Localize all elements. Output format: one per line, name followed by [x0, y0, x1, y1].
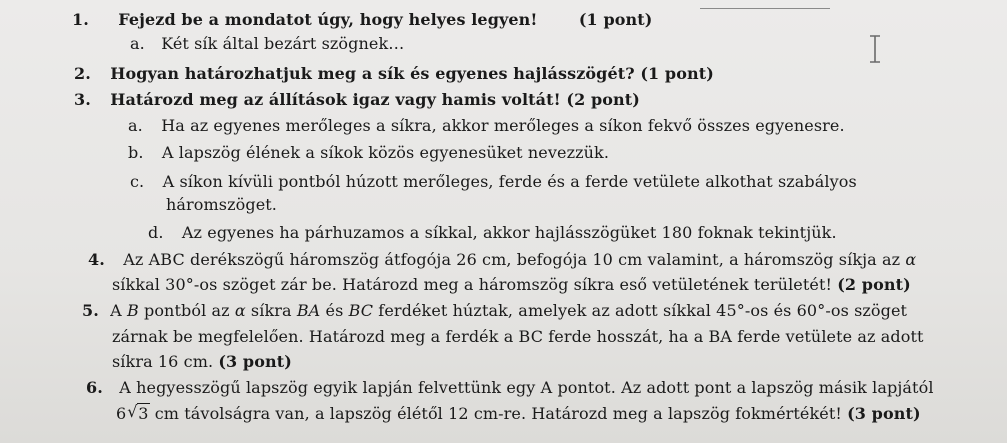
q6-line-1: A hegyesszögű lapszög egyik lapján felvettünk egy A pontot. Az adott pont a lapszög másik lapjától: [119, 378, 934, 397]
q6-radical-sign: √: [127, 402, 138, 421]
q3-d-label: d.: [148, 223, 164, 242]
q4-line-1: Az ABC derékszögű háromszög átfogója 26 cm, befogója 10 cm valamint, a háromszög síkja az: [123, 250, 901, 269]
q5-text-d: és: [320, 301, 349, 320]
q6-line-2: [116, 404, 921, 424]
q3-c-text-1: A síkon kívüli pontból húzott merőleges, ferde és a ferde vetülete alkothat szabályos: [162, 172, 857, 191]
q3-a-label: a.: [128, 116, 143, 135]
q6-radicand: 3: [138, 404, 149, 423]
question-5: [82, 301, 907, 321]
q5-line-3: [112, 352, 292, 372]
q4-line-2b: -os szöget zár be. Határozd meg a háromszög síkra eső vetületének területét!: [193, 275, 838, 294]
q5-text-f: -os és: [744, 301, 797, 320]
q3-a-text: Ha az egyenes merőleges a síkra, akkor merőleges a síkon fekvő összes egyenesre.: [161, 116, 845, 135]
q3-option-d: [148, 223, 837, 243]
q4-line-2a: síkkal: [112, 275, 166, 294]
q1-text: Fejezd be a mondatot úgy, hogy helyes legyen!: [118, 10, 538, 29]
q1-option-a: [130, 34, 404, 54]
i-beam-cursor-icon: [868, 34, 882, 64]
q6-coefficient: 6: [116, 404, 127, 423]
q3-option-c: [130, 172, 857, 192]
q4-number: 4.: [88, 250, 105, 269]
question-1: [72, 10, 652, 30]
q5-ba: BA: [296, 301, 321, 320]
q3-option-a: [128, 116, 845, 136]
q1-a-text: Két sík által bezárt szögnek…: [161, 34, 405, 53]
q3-b-text: A lapszög élének a síkok közös egyenesüket nevezzük.: [161, 143, 610, 162]
q5-text-g: -os szöget: [825, 301, 908, 320]
q6-line-2-text: cm távolságra van, a lapszög élétől 12 cm-re. Határozd meg a lapszög fokmértékét!: [149, 404, 848, 423]
q4-line-2: [112, 275, 911, 295]
q2-number: 2.: [74, 64, 91, 83]
q5-points: (3 pont): [218, 352, 292, 371]
q1-a-label: a.: [130, 34, 145, 53]
q3-number: 3.: [74, 90, 91, 109]
question-6: [86, 378, 934, 398]
q5-text-b: pontból az: [138, 301, 235, 320]
q4-alpha: α: [905, 250, 917, 269]
q6-sqrt: [127, 404, 149, 424]
q5-point-b: B: [126, 301, 139, 320]
q5-line-2-text: zárnak be megfelelően. Határozd meg a ferdék a BC ferde hosszát, ha a BA ferde vetülete az adott: [112, 327, 924, 346]
q5-angle-45: 45°: [716, 301, 745, 320]
q3-text: Határozd meg az állítások igaz vagy hamis voltát! (2 pont): [110, 90, 640, 109]
q5-alpha: α: [234, 301, 246, 320]
q5-number: 5.: [82, 301, 99, 320]
q6-points: (3 pont): [847, 404, 921, 423]
q5-bc: BC: [348, 301, 374, 320]
q5-line-2: [112, 327, 924, 347]
q4-points: (2 pont): [837, 275, 911, 294]
q6-number: 6.: [86, 378, 103, 397]
question-3: [74, 90, 640, 110]
q1-points: (1 pont): [578, 10, 653, 29]
question-4: [88, 250, 916, 270]
q5-line-3-text: síkra 16 cm.: [112, 352, 219, 371]
q1-number: 1.: [72, 10, 89, 29]
q5-angle-60: 60°: [796, 301, 826, 320]
question-2: [74, 64, 714, 84]
q5-text-c: síkra: [245, 301, 297, 320]
q3-c-text-2: háromszöget.: [166, 195, 277, 214]
q5-text-a: A: [110, 301, 127, 320]
q4-angle: 30°: [165, 275, 194, 294]
q3-b-label: b.: [128, 143, 144, 162]
q3-option-b: [128, 143, 609, 163]
q5-text-e: ferdéket húztak, amelyek az adott síkkal: [373, 301, 717, 320]
q3-c-label: c.: [130, 172, 145, 191]
top-rule: [700, 8, 830, 9]
q3-option-c-cont: [166, 195, 277, 215]
q3-d-text: Az egyenes ha párhuzamos a síkkal, akkor hajlásszögüket 180 foknak tekintjük.: [181, 223, 837, 242]
q2-text: Hogyan határozhatjuk meg a sík és egyenes hajlásszögét? (1 pont): [110, 64, 714, 83]
